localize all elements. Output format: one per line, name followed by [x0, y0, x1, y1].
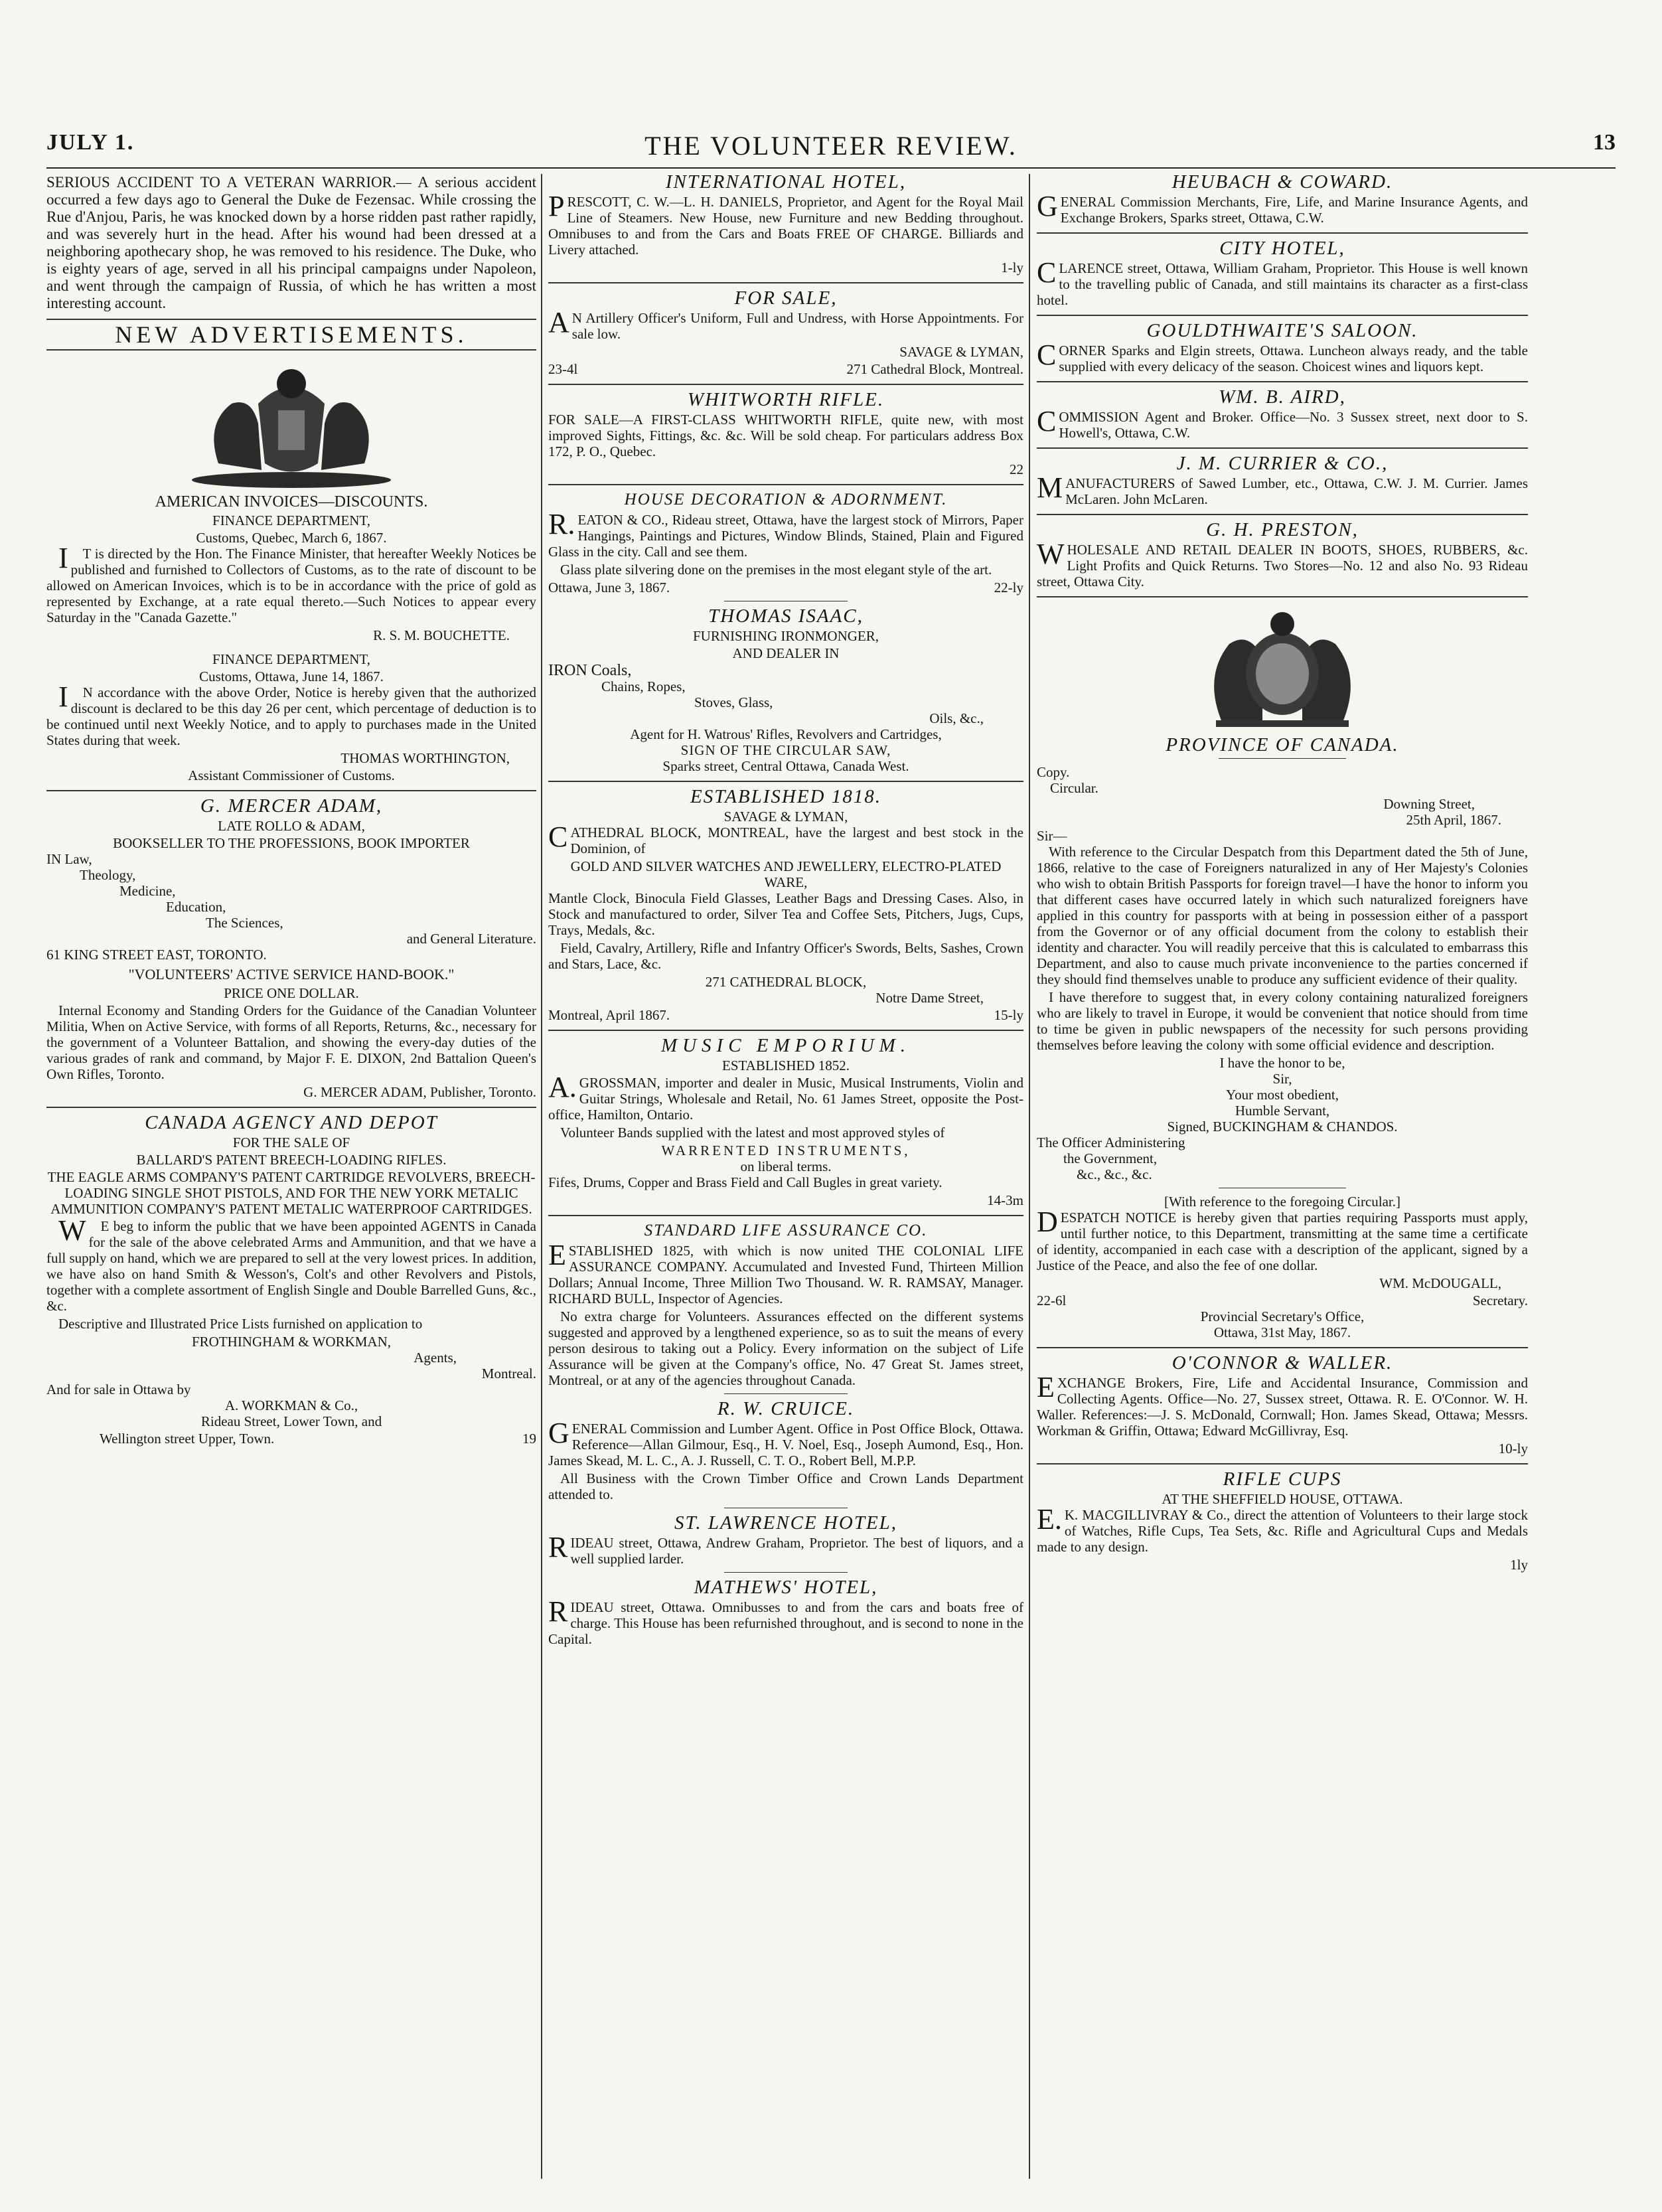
place-line: Customs, Ottawa, June 14, 1867. — [199, 669, 384, 684]
isaac-address: Sparks street, Central Ottawa, Canada West. — [662, 758, 909, 774]
isaac-sub: FURNISHING IRONMONGER, — [692, 628, 879, 644]
handbook-price: PRICE ONE DOLLAR. — [224, 985, 359, 1001]
cruice-title: R. W. CRUICE. — [717, 1398, 855, 1419]
divider — [46, 790, 536, 791]
addressee-line: &c., &c., &c. — [1077, 1166, 1152, 1182]
established-body-2: Mantle Clock, Binocula Field Glasses, Leather Bags and Dressing Cases. Also, in Stock and manufactured to order, Silver Tea and Coffee Sets, Pitchers, Jugs, Cups, Trays, Medals, &c. — [548, 890, 1023, 938]
established-address-2: Notre Dame Street, — [875, 990, 984, 1006]
intl-body: PRESCOTT, C. W.—L. H. DANIELS, Proprietor, and Agent for the Royal Mail Line of Steamers. New House, new Furniture and new Bedding throughout. Omnibuses to and from the Cars and Boats FREE OF CHARGE. Billiards and Livery attached. — [548, 190, 1023, 258]
divider — [1037, 232, 1528, 234]
forsale-address: 271 Cathedral Block, Montreal. — [846, 361, 1023, 377]
province-signature: WM. McDOUGALL, — [1379, 1275, 1501, 1291]
divider — [46, 1107, 536, 1108]
gouldthwaite-body: CORNER Sparks and Elgin streets, Ottawa. Luncheon always ready, and the table supplied with every delicacy of the season. Choicest wines and liquors kept. — [1037, 339, 1528, 374]
agency-body: WE beg to inform the public that we have been appointed AGENTS in Canada for the sale of the above celebrated Arms and Ammunition, and that we have a full supply on hand, which we are prepared to sell at the very lowest prices. In addition, we have also on hand Smith & Wesson's, Colt's and other Revolvers and Pistols, together with a complete assortment of English Single and Double Barrelled Guns, &c., &c. — [46, 1214, 536, 1314]
addressee-line: the Government, — [1063, 1150, 1158, 1166]
rifle-body: E.K. MACGILLIVRAY & Co., direct the attention of Volunteers to their large stock of Watches, Rifle Cups, Tea Sets, &c. Rifle and Agricultural Cups and Medals made to any design. — [1037, 1503, 1528, 1555]
cruice-body: GENERAL Commission and Lumber Agent. Office in Post Office Block, Ottawa. Reference—Allan Gilmour, Esq., H. V. Noel, Esq., Joseph Aumond, Esq., Hon. James Skead, M. L. C., A. J. Russell, C. T. O., Robert Bell, M.P.P. — [548, 1417, 1023, 1468]
royal-arms-icon — [179, 357, 404, 490]
stlawrence-title: ST. LAWRENCE HOTEL, — [674, 1512, 898, 1534]
province-withref: [With reference to the foregoing Circular.] — [1164, 1194, 1400, 1210]
oconnor-title: O'CONNOR & WALLER. — [1171, 1352, 1393, 1374]
mathews-body: RIDEAU street, Ottawa. Omnibusses to and from the cars and boats free of charge. This House has been refurnished throughout, and is second to none in the Capital. — [548, 1595, 1023, 1647]
forsale-body: AN Artillery Officer's Uniform, Full and Undress, with Horse Appointments. For sale low. — [548, 306, 1023, 342]
invoice-notice-body: IN accordance with the above Order, Notice is hereby given that the authorized discount is declared to be this day 26 per cent, which percentage of deduction is to be continued until next Weekly Notice, and to apply to purchases made in the United States during that week. — [46, 680, 536, 748]
isaac-sub-2: AND DEALER IN — [732, 645, 840, 661]
divider — [548, 781, 1023, 782]
divider — [1037, 315, 1528, 316]
agency-product: BALLARD'S PATENT BREECH-LOADING RIFLES. — [136, 1152, 447, 1168]
ad-ref: 14-3m — [987, 1192, 1023, 1208]
province-title: PROVINCE OF CANADA. — [1166, 734, 1399, 755]
ad-ref: 23-4l — [548, 361, 578, 377]
list-item: Stoves, Glass, — [694, 694, 773, 710]
ad-ref: 1-ly — [1001, 260, 1023, 276]
house-body-2: Glass plate silvering done on the premises in the most elegant style of the art. — [560, 562, 992, 578]
ad-ref: 22 — [1010, 461, 1023, 477]
forsale-title: FOR SALE, — [734, 287, 838, 309]
province-signed: Signed, BUCKINGHAM & CHANDOS. — [1167, 1119, 1398, 1135]
list-item: Medicine, — [119, 883, 176, 899]
signature: R. S. M. BOUCHETTE. — [373, 627, 510, 643]
mathews-title: MATHEWS' HOTEL, — [694, 1577, 878, 1598]
publisher-line: G. MERCER ADAM, Publisher, Toronto. — [303, 1084, 536, 1100]
divider — [1037, 381, 1528, 382]
divider — [548, 484, 1023, 485]
established-date-row — [548, 1007, 1023, 1023]
page-number: 13 — [1593, 130, 1616, 155]
divider — [1037, 1347, 1528, 1348]
signature: THOMAS WORTHINGTON, — [340, 750, 510, 766]
divider — [548, 1030, 1023, 1031]
agency-signature-2: Agents, — [414, 1350, 457, 1366]
intl-title: INTERNATIONAL HOTEL, — [665, 174, 907, 193]
whitworth-body: FOR SALE—A FIRST-CLASS WHITWORTH RIFLE, quite new, with most improved Sights, Fittings, &c. &c. Will be sold cheap. For particulars address Box 172, P. O., Quebec. — [548, 412, 1023, 459]
place-line: Customs, Quebec, March 6, 1867. — [196, 530, 387, 546]
divider — [1037, 1463, 1528, 1464]
established-body: CATHEDRAL BLOCK, MONTREAL, have the largest and best stock in the Dominion, of — [548, 821, 1023, 856]
isaac-list — [548, 663, 1023, 726]
agency-more: THE EAGLE ARMS COMPANY'S PATENT CARTRIDGE REVOLVERS, BREECH-LOADING SINGLE SHOT PISTOLS, AND FOR THE NEW YORK METALIC AMMUNITION COMPANY'S PATENT METALIC WATERPROOF CARTRIDGES. — [47, 1169, 536, 1217]
list-item: The Sciences, — [206, 915, 283, 931]
page-header — [46, 130, 1616, 167]
cruice-body-2: All Business with the Crown Timber Office and Crown Lands Department attended to. — [548, 1470, 1023, 1502]
province-signature-row — [1037, 1293, 1528, 1308]
province-copy: Copy. — [1037, 764, 1070, 780]
standard-body-2: No extra charge for Volunteers. Assurances effected on the different systems suggested and approved by a lengthened experience, so as to suit the means of every person desirous to taking out a Policy. Every information on the subject of Life Assurance will be given at the Company's office, No. 47 Great St. James street, Montreal, or at any of the agencies throughout Canada. — [548, 1308, 1023, 1388]
handbook-body: Internal Economy and Standing Orders for the Guidance of the Canadian Volunteer Militia, When on Active Service, with forms of all Reports, Returns, &c., necessary for the government of a Volunteer Battalion, and showing the every-day duties of the various grades of rank and command, by Major F. E. DIXON, 2nd Battalion Queen's Own Rifles, Toronto. — [46, 1002, 536, 1082]
province-office-2: Ottawa, 31st May, 1867. — [1213, 1324, 1351, 1340]
forsale-signature: SAVAGE & LYMAN, — [899, 344, 1023, 360]
addressee-line: The Officer Administering — [1037, 1135, 1185, 1150]
province-circular: Circular. — [1050, 780, 1098, 796]
music-est: ESTABLISHED 1852. — [722, 1058, 850, 1073]
isaac-agent: Agent for H. Watrous' Rifles, Revolvers and Cartridges, — [630, 726, 942, 742]
list-item: IRON Coals, — [548, 662, 632, 679]
currier-title: J. M. CURRIER & CO., — [1176, 453, 1389, 474]
list-item: Chains, Ropes, — [601, 678, 686, 694]
established-address: 271 CATHEDRAL BLOCK, — [705, 974, 867, 990]
closing-line: Your most obedient, — [1226, 1087, 1339, 1103]
province-signature-2: Secretary. — [1472, 1293, 1528, 1308]
list-item: IN Law, — [46, 851, 92, 867]
heubach-title: HEUBACH & COWARD. — [1171, 174, 1393, 193]
preston-body: WHOLESALE AND RETAIL DEALER IN BOOTS, SHOES, RUBBERS, &c. Light Profits and Quick Returns. Two Stores—No. 12 and also No. 93 Rideau street, Ottawa City. — [1037, 538, 1528, 590]
list-item: Theology, — [80, 867, 136, 883]
house-title: HOUSE DECORATION & ADORNMENT. — [624, 491, 948, 509]
music-body-3: Fifes, Drums, Copper and Brass Field and Call Bugles in great variety. — [548, 1174, 943, 1190]
agency-signature: FROTHINGHAM & WORKMAN, — [191, 1334, 392, 1350]
invoices-title: AMERICAN INVOICES—DISCOUNTS. — [155, 493, 428, 511]
preston-title: G. H. PRESTON, — [1206, 519, 1359, 540]
ad-ref: 15-ly — [994, 1007, 1023, 1023]
article-title: SERIOUS ACCIDENT TO A VETERAN WARRIOR.— — [46, 174, 412, 191]
masthead: THE VOLUNTEER REVIEW. — [644, 131, 1018, 161]
music-body: A.GROSSMAN, importer and dealer in Music, Musical Instruments, Violin and Guitar Strings, Wholesale and Retail, No. 61 James Street, opposite the Post-office, Hamilton, Ontario. — [548, 1071, 1023, 1123]
divider — [46, 349, 536, 351]
agency-signature-3: Montreal. — [481, 1366, 536, 1382]
dept-line: FINANCE DEPARTMENT, — [212, 513, 370, 528]
handbook-title: "VOLUNTEERS' ACTIVE SERVICE HAND-BOOK." — [128, 966, 455, 983]
list-item: and General Literature. — [406, 931, 536, 947]
music-terms: on liberal terms. — [740, 1158, 832, 1174]
signature-title: Assistant Commissioner of Customs. — [188, 767, 395, 783]
royal-arms-icon — [1176, 604, 1389, 730]
established-body-3: Field, Cavalry, Artillery, Rifle and Infantry Officer's Swords, Belts, Sashes, Crown and Stars, Lace, &c. — [548, 940, 1023, 972]
city-body: CLARENCE street, Ottawa, William Graham, Proprietor. This House is well known to the travelling public of Canada, and still maintains its character as a first-class hotel. — [1037, 256, 1528, 308]
rifle-sub: AT THE SHEFFIELD HOUSE, OTTAWA. — [1162, 1491, 1403, 1507]
agency-sale: And for sale in Ottawa by — [46, 1382, 191, 1397]
issue-date: JULY 1. — [46, 130, 135, 155]
column-1 — [46, 174, 536, 2179]
whitworth-title: WHITWORTH RIFLE. — [687, 389, 885, 410]
currier-body: MANUFACTURERS of Sawed Lumber, etc., Ottawa, C.W. J. M. Currier. James McLaren. John McLaren. — [1037, 471, 1528, 507]
agency-seller: A. WORKMAN & Co., — [224, 1397, 358, 1413]
agency-title: CANADA AGENCY AND DEPOT — [145, 1112, 438, 1133]
article-body: A serious accident occurred a few days ago to General the Duke de Fezensac. While crossing the Rue d'Anjou, Paris, he was knocked down by a horse ridden past rather rapidly, and was severely hurt in the head. After his wound had been dressed at a neighboring apothecary shop, he was removed to his residence. The Duke, who is eighty years of age, served in all his principal campaigns under Napoleon, and went through the campaign of Russia, of which he has written a most interesting account. — [46, 174, 536, 311]
aird-body: COMMISSION Agent and Broker. Office—No. 3 Sussex street, next door to S. Howell's, Ottawa, C.W. — [1037, 405, 1528, 441]
closing-line: Humble Servant, — [1235, 1103, 1330, 1119]
standard-title: STANDARD LIFE ASSURANCE CO. — [644, 1222, 928, 1239]
ad-ref: 1ly — [1510, 1557, 1528, 1573]
house-date: Ottawa, June 3, 1867. — [548, 580, 670, 595]
agency-sub: FOR THE SALE OF — [232, 1135, 350, 1150]
house-body: R.EATON & CO., Rideau street, Ottawa, have the largest stock of Mirrors, Paper Hangings, Paintings and Pictures, Window Blinds, Stained, Plain and Figured Glass in the city. Call and see them. — [548, 508, 1023, 560]
music-body-2: Volunteer Bands supplied with the latest and most approved styles of — [560, 1125, 945, 1141]
isaac-sign: SIGN OF THE CIRCULAR SAW, — [680, 742, 891, 758]
established-firm: SAVAGE & LYMAN, — [723, 809, 848, 825]
header-rule — [46, 167, 1616, 169]
established-line: GOLD AND SILVER WATCHES AND JEWELLERY, ELECTRO-PLATED WARE, — [570, 858, 1002, 890]
column-rule — [1029, 174, 1030, 2179]
closing-line: I have the honor to be, — [1219, 1055, 1345, 1071]
adam-title: G. MERCER ADAM, — [200, 795, 383, 817]
province-body-2: I have therefore to suggest that, in every colony containing naturalized foreigners who are likely to travel in Europe, it would be convenient that notice should from time to time be given in public newspapers of the necessity for such persons providing themselves before leaving the colony with some official evidence and description. — [1037, 989, 1528, 1053]
new-advertisements-heading: NEW ADVERTISEMENTS. — [115, 321, 468, 348]
agency-address-row — [46, 1431, 536, 1447]
divider — [1037, 514, 1528, 515]
rifle-title: RIFLE CUPS — [1223, 1468, 1342, 1490]
city-title: CITY HOTEL, — [1219, 238, 1345, 259]
established-date: Montreal, April 1867. — [548, 1007, 670, 1023]
province-salutation: Sir— — [1037, 828, 1067, 844]
province-office: Provincial Secretary's Office, — [1200, 1308, 1365, 1324]
list-item: Education, — [166, 899, 226, 915]
aird-title: WM. B. AIRD, — [1219, 386, 1346, 408]
stlawrence-body: RIDEAU street, Ottawa, Andrew Graham, Proprietor. The best of liquors, and a well supplied larder. — [548, 1531, 1023, 1567]
music-instruments: WARRENTED INSTRUMENTS, — [661, 1143, 911, 1158]
dept-line: FINANCE DEPARTMENT, — [212, 651, 370, 667]
agency-address-2: Wellington street Upper, Town. — [100, 1431, 275, 1447]
agency-body-2: Descriptive and Illustrated Price Lists furnished on application to — [58, 1316, 423, 1332]
column-rule — [541, 174, 542, 2179]
adam-sub: LATE ROLLO & ADAM, — [218, 818, 365, 834]
accident-article — [46, 174, 536, 312]
ad-ref: 22-ly — [994, 580, 1023, 595]
music-title: MUSIC EMPORIUM. — [660, 1035, 911, 1056]
list-item: Oils, &c., — [929, 710, 984, 726]
forsale-address-row — [548, 361, 1023, 377]
column-2 — [548, 174, 1023, 2179]
subject-list — [46, 851, 536, 947]
divider — [46, 319, 536, 320]
oconnor-body: EXCHANGE Brokers, Fire, Life and Accidental Insurance, Commission and Collecting Agents. Office—No. 27, Sussex street, Ottawa. R. E. O'Connor. W. H. Waller. References:—J. S. McDonald, Cornwall; Hon. James Skead, Ottawa; Messrs. Workman & Griffin, Ottawa; Edward McGillivray, Esq. — [1037, 1371, 1528, 1439]
gouldthwaite-title: GOULDTHWAITE'S SALOON. — [1146, 320, 1418, 341]
divider — [724, 1393, 848, 1394]
province-notice: DESPATCH NOTICE is hereby given that parties requiring Passports must apply, until further notice, to this Department, transmitting at the same time a certificate of identity, accompanied in each case with a description of the applicant, signed by a Justice of the Peace, and also the fee of one dollar. — [1037, 1206, 1528, 1273]
standard-body: ESTABLISHED 1825, with which is now united THE COLONIAL LIFE ASSURANCE COMPANY. Accumulated and Invested Fund, Thirteen Million Dollars; Annual Income, Three Million Two Thousand. W. R. RAMSAY, Manager. RICHARD BULL, Inspector of Agencies. — [548, 1239, 1023, 1306]
invoice-notice-body: IT is directed by the Hon. The Finance Minister, that hereafter Weekly Notices be published and furnished to Collectors of Customs, as to the rate of discount to be allowed on American Invoices, which is to be in accordance with the price of gold as represented by Exchange, at a rate equal thereto.—Such Notices to appear every Saturday in the "Canada Gazette." — [46, 542, 536, 625]
heubach-body: GENERAL Commission Merchants, Fire, Life, and Marine Insurance Agents, and Exchange Brokers, Sparks street, Ottawa, C.W. — [1037, 190, 1528, 226]
ad-ref: 19 — [522, 1431, 536, 1447]
divider — [548, 1215, 1023, 1216]
adam-address: 61 KING STREET EAST, TORONTO. — [46, 947, 267, 963]
divider — [548, 384, 1023, 385]
column-3 — [1037, 174, 1528, 2179]
ad-ref: 22-6l — [1037, 1293, 1067, 1308]
closing-line: Sir, — [1272, 1071, 1292, 1087]
province-body: With reference to the Circular Despatch from this Department dated the 5th of June, 1866, relative to the case of Foreigners naturalized in any of Her Majesty's Colonies who wish to obtain British Passports for foreign travel—I have the honor to inform you that different cases have occurred lately in which such naturalized foreigners have applied in this country for passports with at being in possession either of a passport from the Governor or of any official document from the colony to establish their identity and character. You will readily perceive that this is calculated to embarrass this Department, and also to cause much private inconvenience to the parties concerned if they should find themselves unable to produce any sufficient evidence of their quality. — [1037, 844, 1528, 987]
divider — [1037, 596, 1528, 597]
adam-line: BOOKSELLER TO THE PROFESSIONS, BOOK IMPORTER — [113, 835, 470, 851]
province-place: Downing Street, — [1383, 796, 1475, 812]
divider — [1037, 447, 1528, 449]
isaac-title: THOMAS ISAAC, — [708, 605, 864, 627]
house-date-row — [548, 580, 1023, 595]
established-title: ESTABLISHED 1818. — [690, 786, 881, 807]
divider — [724, 1572, 848, 1573]
divider — [548, 282, 1023, 283]
agency-address-1: Rideau Street, Lower Town, and — [200, 1413, 382, 1429]
ad-ref: 10-ly — [1498, 1441, 1528, 1457]
divider — [1219, 758, 1346, 759]
province-date: 25th April, 1867. — [1406, 812, 1501, 828]
